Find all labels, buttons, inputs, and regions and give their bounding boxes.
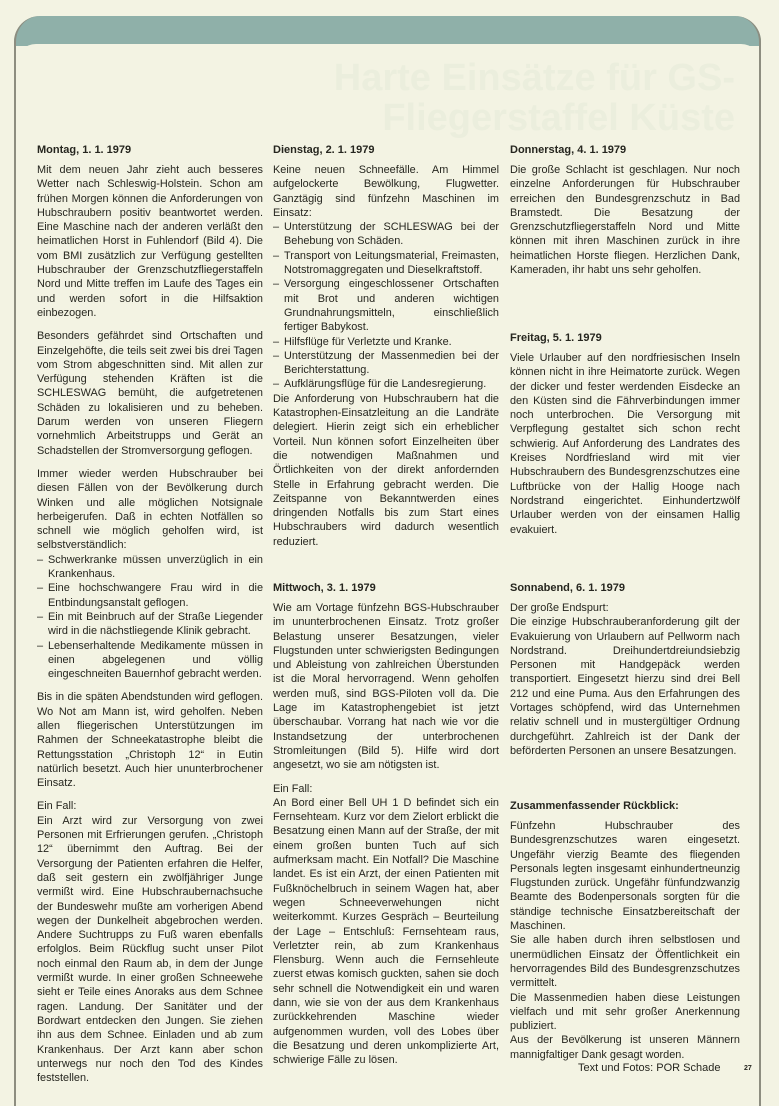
faded-page-title: Harte Einsätze für GS-Fliegerstaffel Küste bbox=[333, 57, 735, 139]
paragraph: Besonders gefährdet sind Ortschaften und Einzelgehöfte, die teils seit zwei bis drei Tagen vom Strom abgeschnitten sind. Mit allen zur Verfügung stehenden Kräften ist die SCHLESWAG bemüht, die aufgetretenen Schäden zu lokalisieren und zu beheben. Darum werden von unseren Fliegern vornehmlich Arbeitstrupps und Gerät an Schadstellen der Stromversorgung geflogen. bbox=[37, 330, 263, 457]
paragraph: Immer wieder werden Hubschrauber bei diesen Fällen von der Bevölkerung durch Winken und alle möglichen Notsignale herbeigerufen. Daß in echten Notfällen so schnell wie möglich geholfen wird, ist selbstverständlich: bbox=[37, 467, 263, 552]
list-item: – Versorgung eingeschlossener Ortschaften mit Brot und anderen wichtigen Grundnahrungsmitteln, einschließlich fertiger Babykost. bbox=[273, 277, 499, 334]
paragraph: Die Massenmedien haben diese Leistungen vielfach und mit sehr großer Anerkennung publiziert. bbox=[510, 991, 740, 1033]
bullet-list bbox=[273, 220, 499, 392]
paragraph: Wie am Vortage fünfzehn BGS-Hubschrauber im ununterbrochenen Einsatz. Trotz großer Belastung unserer Besatzungen, vieler Flugstunden unter schwierigsten Bedingungen und Ableistung von zahlreichen Überstunden ist die Moral hervorragend. Wenn geholfen werden muß, sind BGS-Piloten voll da. Die Lage im Katastrophengebiet ist jetzt überschaubar. Vorrang hat nach wie vor die Instandsetzung der unterbrochenen Stromleitungen (Bild 5). Hilfe wird dort angesetzt, wo sie am nötigsten ist. bbox=[273, 602, 499, 772]
list-item: – Aufklärungsflüge für die Landesregierung. bbox=[273, 377, 499, 391]
section-thursday bbox=[510, 143, 740, 286]
paragraph: Bis in die späten Abendstunden wird geflogen. Wo Not am Mann ist, wird geholfen. Neben allen fliegerischen Unterstützungen im Rahmen der Schneekatastrophe bleibt die Rettungsstation „Christoph 12“ in Eutin natürlich besetzt. Auch hier ununterbrochener Einsatz. bbox=[37, 691, 263, 790]
paragraph: Fünfzehn Hubschrauber des Bundesgrenzschutzes waren eingesetzt. Ungefähr vierzig Beamte des fliegenden Personals legten insgesamt einhundertneunzig Flugstunden zurück. Ungefähr fünfundzwanzig Beamte des Bodenpersonals sorgten für die ständige technische Einsatzbereitschaft der Maschinen. bbox=[510, 820, 740, 933]
section-heading: Dienstag, 2. 1. 1979 bbox=[273, 144, 375, 156]
list-item: – Eine hochschwangere Frau wird in die Entbindungsanstalt geflogen. bbox=[37, 581, 263, 610]
paragraph: Die Anforderung von Hubschraubern hat die Katastrophen-Einsatzleitung an die Landräte delegiert. Hierin zeigt sich ein erheblicher Vorteil. Nun können sofort Einzelheiten über die notwendigen Maßnahmen und Örtlichkeiten von der direkt anfordernden Stelle in Erfahrung gebracht werden. Die Zeitspanne von Bekanntwerden eines dringenden Notfalls bis zum Start eines Hubschraubers wird dadurch wesentlich reduziert. bbox=[273, 392, 499, 548]
section-heading: Freitag, 5. 1. 1979 bbox=[510, 332, 602, 344]
section-summary bbox=[510, 799, 740, 1062]
section-tuesday bbox=[273, 143, 499, 558]
paragraph: Sie alle haben durch ihren selbstlosen und unermüdlichen Einsatz der Öffentlichkeit ein hervorragendes Bild des Bundesgrenzschutzes vermittelt. bbox=[510, 934, 740, 990]
list-item: – Unterstützung der SCHLESWAG bei der Behebung von Schäden. bbox=[273, 220, 499, 249]
section-heading: Zusammenfassender Rückblick: bbox=[510, 800, 679, 812]
list-item: – Unterstützung der Massenmedien bei der Berichterstattung. bbox=[273, 349, 499, 378]
bullet-list bbox=[37, 553, 263, 682]
paragraph: Aus der Bevölkerung ist unseren Männern mannigfaltiger Dank gesagt worden. bbox=[510, 1034, 740, 1061]
paragraph: Mit dem neuen Jahr zieht auch besseres Wetter nach Schleswig-Holstein. Schon am frühen Morgen können die Anforderungen von Hubschraubern positiv beantwortet werden. Eine Maschine nach der anderen verläßt den heimatlichen Horst in Fuhlendorf (Bild 4). Die vom BMI zusätzlich zur Verfügung gestellten Hubschrauber der Grenzschutzfliegerstaffeln Nord und Mitte treffen im Laufe des Tages ein und werden sofort in die Hilfsaktion einbezogen. bbox=[37, 164, 263, 319]
list-item: – Lebenserhaltende Medikamente müssen in einen abgelegenen und völlig eingeschneiten Bauernhof gebracht werden. bbox=[37, 639, 263, 682]
section-heading: Mittwoch, 3. 1. 1979 bbox=[273, 582, 376, 594]
section-heading: Sonnabend, 6. 1. 1979 bbox=[510, 582, 625, 594]
section-friday bbox=[510, 331, 740, 546]
list-item: – Hilfsflüge für Verletzte und Kranke. bbox=[273, 335, 499, 349]
list-item: – Transport von Leitungsmaterial, Freimasten, Notstromaggregaten und Dieselkraftstoff. bbox=[273, 249, 499, 278]
case-text: An Bord einer Bell UH 1 D befindet sich ein Fernsehteam. Kurz vor dem Zielort erblickt die Besatzung einen Mann auf der Straße, der mit einem großen bunten Tuch auf sich aufmerksam macht. Ein Notfall? Die Maschine landet. Es ist ein Arzt, der einen Patienten mit Fußknöchelbruch in seinem Wagen hat, aber wegen Schneeverwehungen nicht weiterkommt. Kurzes Gespräch – Beurteilung der Lage – Entschluß: Fernsehteam raus, Verletzter rein, ab zum Krankenhaus Flensburg. Wenn auch die Fernsehleute zuerst etwas komisch guckten, sahen sie doch sehr schnell die Notwendigkeit ein und waren dann, wie sie von der aus dem Krankenhaus zurückkehrenden Maschine wieder aufgenommen wurden, voll des Lobes über die Besatzung und deren unkomplizierte Art, schwierige Fälle zu lösen. bbox=[273, 796, 499, 1067]
case-label: Ein Fall: bbox=[273, 782, 313, 795]
paragraph: Die große Schlacht ist geschlagen. Nur noch einzelne Anforderungen für Hubschrauber erreichen den Bundesgrenzschutz in Bad Bramstedt. Die Besatzung der Grenzschutzfliegerstaffeln Nord und Mitte können mit ihren Maschinen zurück in ihre heimatlichen Horste fliegen. Herzlichen Dank, Kameraden, ihr habt uns sehr geholfen. bbox=[510, 164, 740, 277]
section-saturday bbox=[510, 581, 740, 767]
page-number: 27 bbox=[744, 1065, 752, 1072]
paragraph: Die einzige Hubschrauberanforderung gilt der Evakuierung von Urlaubern auf Pellworm nach Nordstrand. Dreihundertdreiundsiebzig Personen mit Handgepäck werden transportiert. Eingesetzt hierzu sind drei Bell 212 und eine Puma. Aus den Erfahrungen des Vortages schöpfend, wird das Unternehmen relativ schnell und in mustergültiger Ordnung durchgeführt. Zahlreich ist der Dank der beförderten Personen an unsere Besatzungen. bbox=[510, 616, 740, 757]
paragraph: Keine neuen Schneefälle. Am Himmel aufgelockerte Bewölkung, Flugwetter. Ganztägig sind fünfzehn Maschinen im Einsatz: bbox=[273, 164, 499, 219]
list-item: – Ein mit Beinbruch auf der Straße Liegender wird in die nächstliegende Klinik gebracht. bbox=[37, 610, 263, 639]
section-heading: Montag, 1. 1. 1979 bbox=[37, 144, 132, 156]
case-label: Ein Fall: bbox=[37, 800, 77, 813]
section-heading: Donnerstag, 4. 1. 1979 bbox=[510, 144, 627, 156]
list-item: – Schwerkranke müssen unverzüglich in ein Krankenhaus. bbox=[37, 553, 263, 582]
paragraph-label: Der große Endspurt: bbox=[510, 602, 609, 614]
section-monday bbox=[37, 143, 263, 1094]
case-text: Ein Arzt wird zur Versorgung von zwei Personen mit Erfrierungen gerufen. „Christoph 12“ übernimmt den Auftrag. Bei der Versorgung der Patienten erfahren die Helfer, daß seit gestern ein zwölfjähriger Junge vermißt wird. Eine Hubschraubernachsuche der Bundeswehr mußte am vorherigen Abend wegen der Dunkelheit abgebrochen werden. Andere Suchtrupps zu Fuß waren ebenfalls erfolglos. Beim Rückflug sucht unser Pilot noch einmal den Raum ab, in dem der Junge vermißt wurde. In einer großen Schneewehe sieht er Teile eines Anoraks aus dem Schnee ragen. Landung. Der Sanitäter und der Bordwart entdecken den Jungen. Sie ziehen ihn aus dem Schnee. Einladen und ab zum Krankenhaus. Der Arzt kann aber schon unterwegs nur noch den Tod des Kindes feststellen. bbox=[37, 814, 263, 1085]
paragraph: Viele Urlauber auf den nordfriesischen Inseln können nicht in ihre Heimatorte zurück. Wegen der dicker und fester werdenden Eisdecke an den Küsten sind die Fährverbindungen immer noch unterbrochen. Die Versorgung mit Verpflegung gestaltet sich schon recht schwierig. Auf Anforderung des Landrates des Kreises Nordfriesland wird mit vier Hubschraubern des Bundesgrenzschutzes eine Luftbrücke von der Hallig Hooge nach Nordstrand eingerichtet. Einhundertzwölf Urlauber werden von der einsamen Hallig evakuiert. bbox=[510, 352, 740, 536]
section-wednesday bbox=[273, 581, 499, 1077]
photo-credit: Text und Fotos: POR Schade bbox=[578, 1062, 721, 1074]
